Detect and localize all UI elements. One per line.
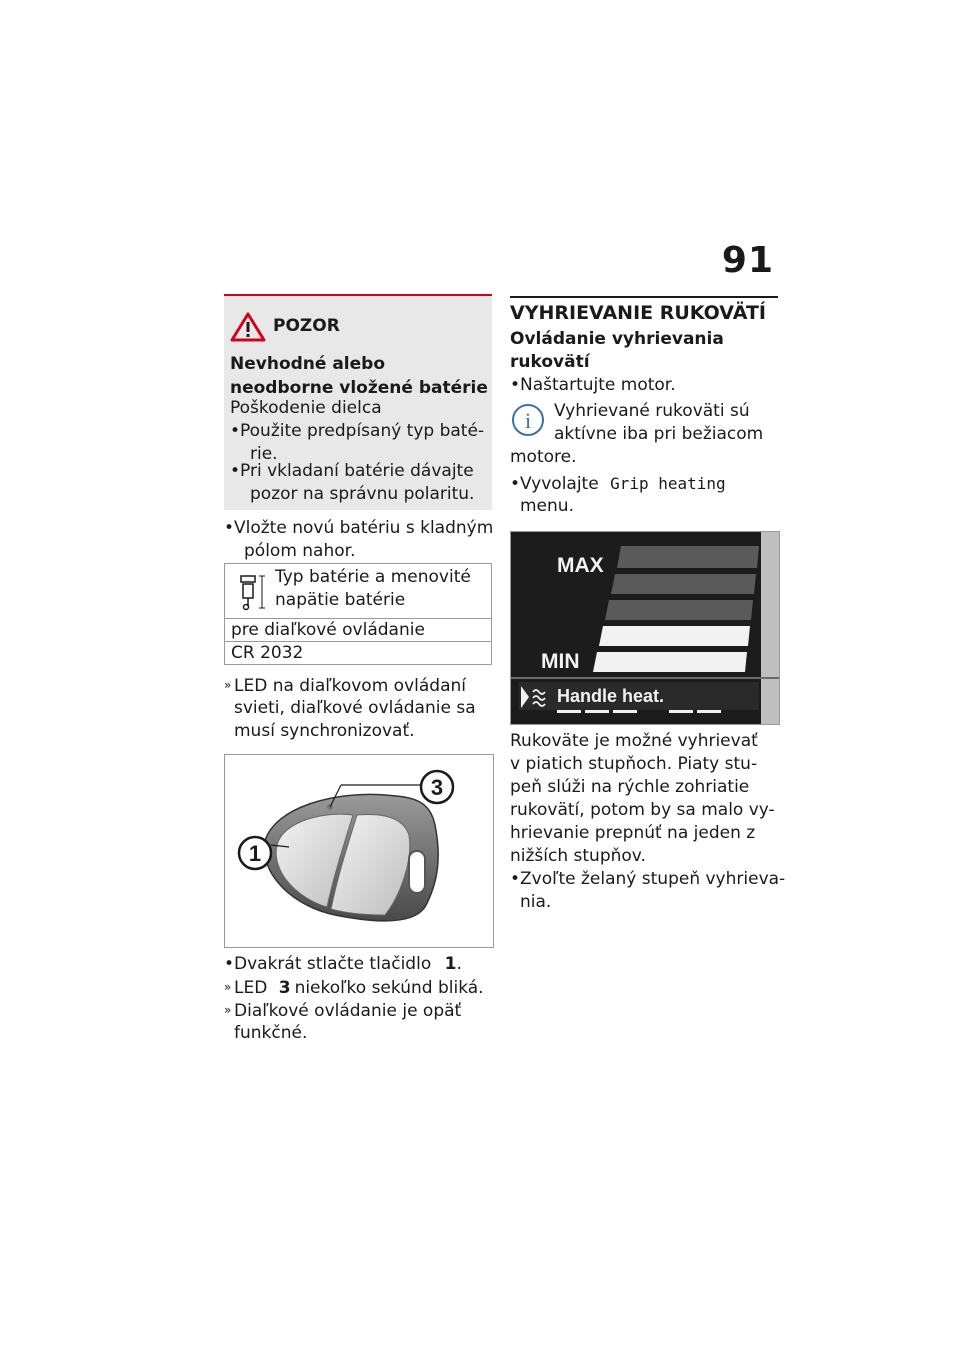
callout-3: 3 — [430, 775, 444, 800]
warning-title: Nevhodné alebo neodborne vložené batérie — [230, 354, 488, 398]
call-menu-step: •Vyvolajte Grip heating — [510, 474, 726, 494]
key-fob-figure — [224, 754, 494, 948]
insert-step-cont: pólom nahor. — [244, 541, 356, 561]
level-max-label: MAX — [557, 554, 604, 577]
ready-result: » Diaľkové ovládanie je opäť — [224, 1001, 462, 1021]
warning-bullet-1: •Použite predpísaný typ baté- — [230, 421, 485, 441]
choose-step-cont: nia. — [520, 892, 552, 912]
spec-header-line-1: Typ batérie a menovité — [275, 567, 471, 587]
warning-bullet-1-cont: rie. — [250, 444, 278, 464]
level-min-label: MIN — [541, 650, 580, 673]
warning-effect: Poškodenie dielca — [230, 398, 382, 418]
description: Rukoväte je možné vyhrievať v piatich stupňoch. Piaty stu- peň slúži na rýchle zohriatie rukovätí, potom by sa malo vy- hrievanie prepnúť na jeden z nižších stupňov. — [510, 731, 775, 866]
spec-header-line-2: napätie batérie — [275, 590, 406, 610]
callout-1: 1 — [248, 841, 262, 866]
choose-step: •Zvoľte želaný stupeň vyhrieva- — [510, 869, 786, 889]
start-engine-step: •Naštartujte motor. — [510, 375, 676, 395]
call-menu-cont: menu. — [520, 496, 574, 516]
battery-spec-icon — [237, 572, 267, 612]
sub-title: Ovládanie vyhrievania rukovätí — [510, 329, 724, 372]
grip-heating-screen — [511, 532, 779, 724]
ready-result-cont: funkčné. — [234, 1023, 308, 1043]
insert-step: •Vložte novú batériu s kladným — [224, 518, 494, 538]
menu-name: Grip heating — [610, 474, 726, 493]
section-title: VYHRIEVANIE RUKOVÄTÍ — [510, 296, 778, 324]
blink-result: » LED 3 niekoľko sekúnd bliká. — [224, 978, 484, 998]
spec-row-value: CR 2032 — [225, 642, 492, 665]
info-note-1: Vyhrievané rukoväti sú — [554, 401, 750, 421]
svg-text:i: i — [524, 408, 532, 433]
led-result-cont-2: musí synchronizovať. — [234, 721, 415, 741]
warning-bullet-2-cont: pozor na správnu polaritu. — [250, 484, 475, 504]
led-result: » LED na diaľkovom ovládaní — [224, 676, 466, 696]
key-fob-illustration — [225, 755, 493, 947]
info-icon — [510, 402, 546, 438]
spec-header-cell — [225, 564, 492, 619]
display-label: Handle heat. — [557, 686, 665, 706]
spec-row-label: pre diaľkové ovládanie — [225, 619, 492, 642]
warning-bullet-2: •Pri vkladaní batérie dávajte — [230, 461, 474, 481]
press-step: •Dvakrát stlačte tlačidlo 1. — [224, 954, 462, 974]
warning-label: POZOR — [273, 316, 340, 336]
battery-spec-table — [224, 563, 492, 665]
info-note-2: aktívne iba pri bežiacom — [554, 424, 764, 444]
info-note-3: motore. — [510, 447, 577, 467]
led-result-cont-1: svieti, diaľkové ovládanie sa — [234, 698, 476, 718]
page-number: 91 — [721, 240, 774, 281]
warning-triangle-icon — [230, 312, 266, 342]
grip-heating-display — [510, 531, 780, 725]
